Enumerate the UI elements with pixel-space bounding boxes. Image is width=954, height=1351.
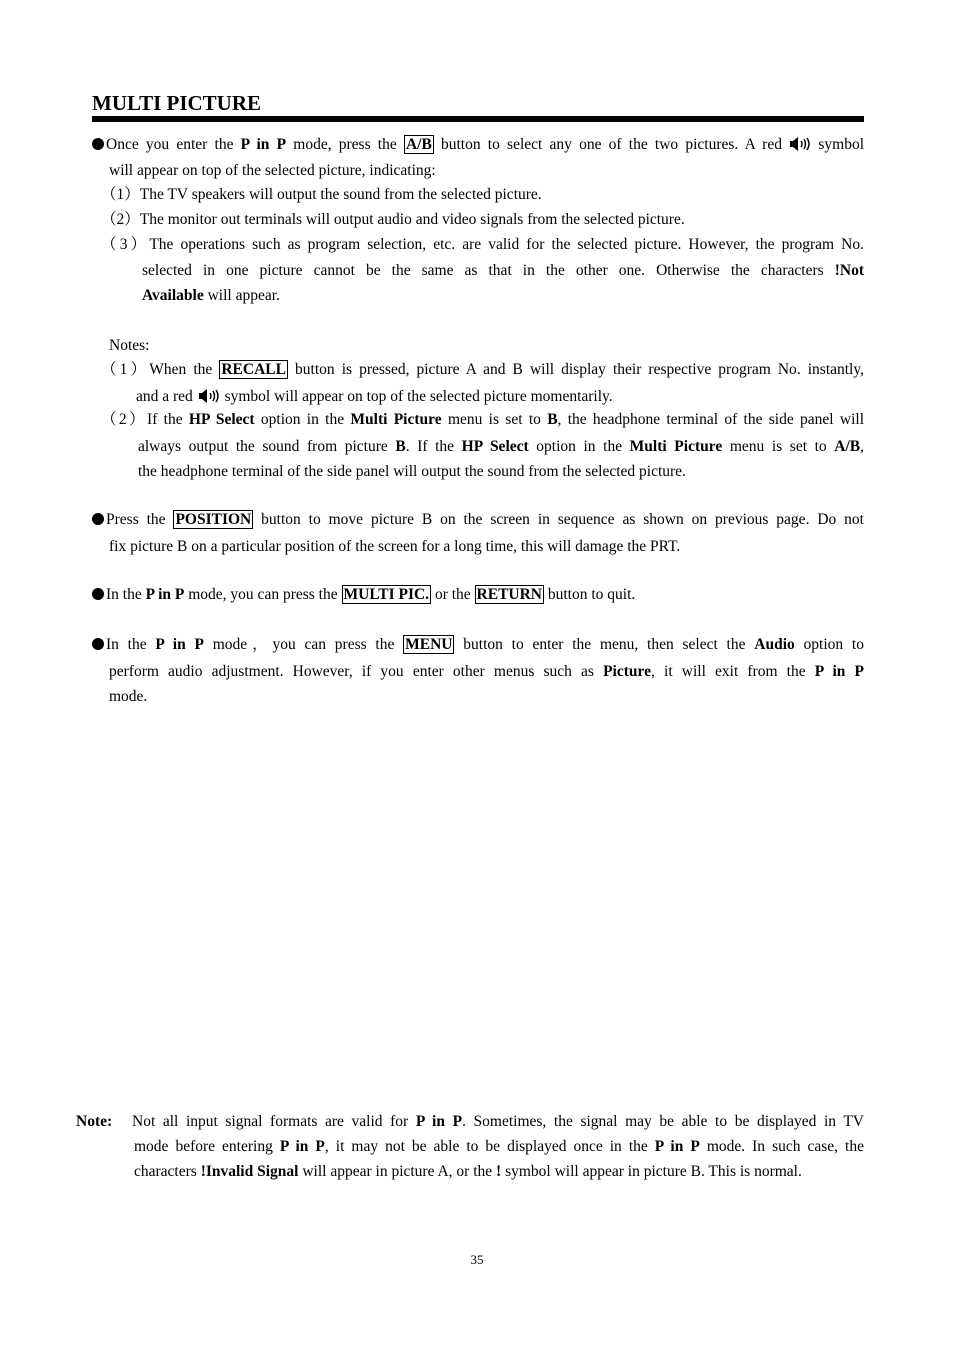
note-1-line-2: and a red symbol will appear on top of the selected picture momentarily. bbox=[136, 388, 613, 405]
title-rule bbox=[92, 116, 864, 122]
page-number: 35 bbox=[470, 1252, 484, 1267]
note-2-line-1: （2）If the HP Select option in the Multi Picture menu is set to B, the headphone terminal of the side panel will bbox=[101, 411, 864, 428]
para-4-line-2: perform audio adjustment. However, if you enter other menus such as Picture, it will exit from the P in P bbox=[109, 663, 864, 680]
note-2-line-3: the headphone terminal of the side panel will output the sound from the selected picture. bbox=[138, 463, 686, 480]
list-item-3-line-3: Available will appear. bbox=[142, 287, 280, 304]
para-1-line-1: Once you enter the P in P mode, press the A/B button to select any one of the two pictures. A red symbol bbox=[92, 132, 864, 157]
bullet-icon bbox=[92, 513, 104, 525]
para-4-line-1: In the P in P mode，you can press the MENU button to enter the menu, then select the Audio option to bbox=[92, 632, 864, 657]
multi-pic-button-label: MULTI PIC. bbox=[343, 586, 430, 603]
para-2-line-2: fix picture B on a particular position of the screen for a long time, this will damage the PRT. bbox=[109, 538, 681, 555]
list-item-2: （2）The monitor out terminals will output audio and video signals from the selected picture. bbox=[101, 211, 685, 228]
bullet-icon bbox=[92, 588, 104, 600]
return-button-label: RETURN bbox=[476, 586, 542, 603]
page-title: MULTI PICTURE bbox=[92, 91, 262, 115]
note-label: Note: bbox=[76, 1113, 113, 1130]
para-1-line-2: will appear on top of the selected picture, indicating: bbox=[109, 162, 436, 179]
note-1-line-1: （1）When the RECALL button is pressed, picture A and B will display their respective program No. instantly, bbox=[101, 361, 864, 378]
list-item-3-line-2: selected in one picture cannot be the same as that in the other one. Otherwise the characters !Not bbox=[142, 262, 864, 279]
bullet-icon bbox=[92, 638, 104, 650]
speaker-sound-icon bbox=[789, 137, 811, 151]
note-line-2: mode before entering P in P, it may not be able to be displayed once in the P in P mode. In such case, the bbox=[134, 1138, 864, 1155]
speaker-sound-icon bbox=[197, 389, 221, 403]
note-line-1: Not all input signal formats are valid for P in P. Sometimes, the signal may be able to be displayed in TV bbox=[132, 1113, 864, 1130]
para-4-line-3: mode. bbox=[109, 688, 148, 705]
list-item-3-line-1: （3）The operations such as program selection, etc. are valid for the selected picture. However, the program No. bbox=[101, 236, 864, 253]
para-3: In the P in P mode, you can press the MULTI PIC. or the RETURN button to quit. bbox=[92, 582, 635, 607]
bullet-icon bbox=[92, 138, 104, 150]
recall-button-label: RECALL bbox=[221, 361, 286, 378]
position-button-label: POSITION bbox=[175, 511, 252, 528]
menu-button-label: MENU bbox=[405, 636, 453, 653]
note-2-line-2: always output the sound from picture B. If the HP Select option in the Multi Picture menu is set to A/B, bbox=[138, 438, 864, 455]
ab-button-label: A/B bbox=[405, 136, 432, 153]
note-line-3: characters !Invalid Signal will appear in picture A, or the ! symbol will appear in picture B. This is normal. bbox=[134, 1163, 802, 1180]
notes-label: Notes: bbox=[109, 337, 150, 354]
para-2-line-1: Press the POSITION button to move picture B on the screen in sequence as shown on previous page. Do not bbox=[92, 507, 864, 532]
list-item-1: （1）The TV speakers will output the sound from the selected picture. bbox=[101, 186, 542, 203]
